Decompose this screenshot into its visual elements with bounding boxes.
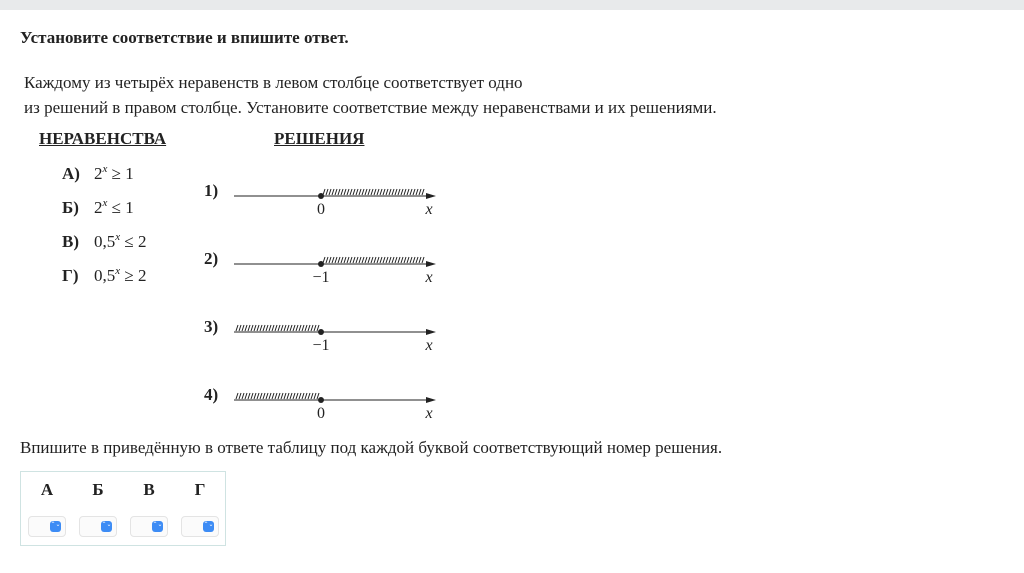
hatch-stroke	[392, 189, 394, 195]
point-label: 0	[317, 405, 325, 422]
answer-instruction: Впишите в приведённую в ответе таблицу под каждой буквой соответствующий номер решения.	[20, 438, 723, 457]
hatch-stroke	[362, 189, 364, 195]
number-line-2	[230, 250, 442, 300]
hatch-stroke	[239, 325, 241, 331]
number-line-3	[230, 318, 442, 368]
hatch-stroke	[350, 189, 352, 195]
hatch-stroke	[359, 189, 361, 195]
inequality-base: 0,5	[94, 232, 116, 251]
hatch-stroke	[296, 393, 298, 399]
hatch-stroke	[281, 393, 283, 399]
inequality-base: 2	[94, 164, 103, 183]
inequality-letter-g: Г)	[62, 266, 79, 285]
hatch-stroke	[236, 393, 238, 399]
inequality-b	[94, 198, 134, 218]
inequality-relation: ≤ 2	[120, 232, 147, 251]
hatch-stroke	[350, 257, 352, 263]
hatch-stroke	[353, 189, 355, 195]
hatch-stroke	[374, 189, 376, 195]
inequality-base: 2	[94, 198, 103, 217]
answer-header-v: В	[143, 480, 155, 499]
inequality-relation: ≥ 2	[120, 266, 147, 285]
hatch-stroke	[335, 257, 337, 263]
hatch-stroke	[344, 257, 346, 263]
hatch-stroke	[398, 257, 400, 263]
hatch-stroke	[395, 189, 397, 195]
hatch-stroke	[242, 393, 244, 399]
select-stepper-icon: ⌃⌄	[101, 521, 112, 532]
hatch-stroke	[305, 325, 307, 331]
hatch-stroke	[326, 189, 328, 195]
hatch-stroke	[308, 325, 310, 331]
inequalities-header: НЕРАВЕНСТВА	[39, 129, 167, 148]
hatch-stroke	[302, 393, 304, 399]
axis-label: x	[425, 337, 433, 354]
number-line-4	[230, 386, 442, 436]
hatch-stroke	[344, 189, 346, 195]
task-title: Установите соответствие и впишите ответ.	[20, 28, 349, 47]
hatch-stroke	[314, 393, 316, 399]
hatch-stroke	[293, 325, 295, 331]
axis-label: x	[425, 201, 433, 218]
arrow-head-icon	[426, 193, 436, 199]
inequality-base: 0,5	[94, 266, 116, 285]
hatch-stroke	[419, 189, 421, 195]
inequality-relation: ≥ 1	[107, 164, 134, 183]
intro-line-1: Каждому из четырёх неравенств в левом столбце соответствует одно	[24, 73, 523, 92]
hatch-stroke	[269, 393, 271, 399]
hatch-stroke	[341, 257, 343, 263]
hatch-stroke	[248, 393, 250, 399]
hatch-stroke	[311, 325, 313, 331]
hatch-stroke	[332, 189, 334, 195]
hatch-stroke	[395, 257, 397, 263]
answer-select-g[interactable]	[181, 516, 219, 537]
hatch-stroke	[305, 393, 307, 399]
solution-number-3: 3)	[204, 317, 219, 336]
hatch-stroke	[374, 257, 376, 263]
inequality-exponent: x	[102, 163, 108, 175]
hatch-stroke	[362, 257, 364, 263]
hatch-stroke	[368, 189, 370, 195]
hatch-stroke	[341, 189, 343, 195]
hatch-stroke	[365, 257, 367, 263]
point-dot	[318, 193, 324, 199]
hatch-stroke	[404, 257, 406, 263]
hatch-stroke	[386, 189, 388, 195]
hatch-stroke	[416, 189, 418, 195]
answer-table	[20, 471, 226, 546]
hatch-stroke	[407, 257, 409, 263]
hatch-stroke	[242, 325, 244, 331]
hatch-stroke	[347, 257, 349, 263]
hatch-stroke	[422, 189, 424, 195]
hatch-stroke	[419, 257, 421, 263]
answer-select-a[interactable]	[28, 516, 66, 537]
hatch-stroke	[380, 257, 382, 263]
hatch-stroke	[410, 257, 412, 263]
hatch-stroke	[329, 189, 331, 195]
hatch-stroke	[413, 257, 415, 263]
answer-select-v[interactable]	[130, 516, 168, 537]
number-line-1	[230, 182, 442, 232]
hatch-stroke	[287, 393, 289, 399]
hatch-stroke	[254, 393, 256, 399]
hatch-stroke	[239, 393, 241, 399]
hatch-stroke	[389, 189, 391, 195]
answer-header-b: Б	[92, 480, 104, 499]
select-stepper-icon: ⌃⌄	[152, 521, 163, 532]
hatch-stroke	[401, 257, 403, 263]
hatch-stroke	[398, 189, 400, 195]
hatch-stroke	[368, 257, 370, 263]
hatch-stroke	[338, 189, 340, 195]
hatch-stroke	[404, 189, 406, 195]
hatch-stroke	[269, 325, 271, 331]
hatch-stroke	[332, 257, 334, 263]
answer-select-b[interactable]	[79, 516, 117, 537]
inequality-g	[94, 266, 146, 286]
axis-label: x	[425, 405, 433, 422]
hatch-stroke	[383, 189, 385, 195]
inequality-a	[94, 164, 134, 184]
hatch-stroke	[251, 393, 253, 399]
hatch-stroke	[401, 189, 403, 195]
hatch-stroke	[371, 257, 373, 263]
hatch-stroke	[347, 189, 349, 195]
arrow-head-icon	[426, 329, 436, 335]
shading-hatch	[323, 257, 424, 263]
hatch-stroke	[377, 257, 379, 263]
hatch-stroke	[383, 257, 385, 263]
hatch-stroke	[284, 393, 286, 399]
solution-number-1: 1)	[204, 181, 219, 200]
hatch-stroke	[263, 325, 265, 331]
hatch-stroke	[266, 393, 268, 399]
shading-hatch	[236, 393, 319, 399]
top-bar	[0, 0, 1024, 10]
point-label: −1	[312, 337, 330, 354]
point-label: 0	[317, 201, 325, 218]
hatch-stroke	[257, 393, 259, 399]
intro-line-2: из решений в правом столбце. Установите соответствие между неравенствами и их решениями.	[24, 98, 717, 117]
hatch-stroke	[299, 325, 301, 331]
hatch-stroke	[290, 325, 292, 331]
hatch-stroke	[365, 189, 367, 195]
hatch-stroke	[263, 393, 265, 399]
hatch-stroke	[296, 325, 298, 331]
hatch-stroke	[299, 393, 301, 399]
select-stepper-icon: ⌃⌄	[50, 521, 61, 532]
point-dot	[318, 261, 324, 267]
hatch-stroke	[257, 325, 259, 331]
inequality-v	[94, 232, 146, 252]
solutions-header: РЕШЕНИЯ	[274, 129, 365, 148]
solution-number-2: 2)	[204, 249, 219, 268]
arrow-head-icon	[426, 397, 436, 403]
hatch-stroke	[392, 257, 394, 263]
point-dot	[318, 329, 324, 335]
hatch-stroke	[356, 257, 358, 263]
hatch-stroke	[302, 325, 304, 331]
hatch-stroke	[416, 257, 418, 263]
hatch-stroke	[275, 325, 277, 331]
hatch-stroke	[272, 393, 274, 399]
hatch-stroke	[245, 325, 247, 331]
arrow-head-icon	[426, 261, 436, 267]
shading-hatch	[323, 189, 424, 195]
hatch-stroke	[254, 325, 256, 331]
hatch-stroke	[422, 257, 424, 263]
inequality-exponent: x	[102, 197, 108, 209]
hatch-stroke	[248, 325, 250, 331]
inequality-letter-a: А)	[62, 164, 80, 183]
hatch-stroke	[380, 189, 382, 195]
hatch-stroke	[389, 257, 391, 263]
hatch-stroke	[386, 257, 388, 263]
hatch-stroke	[353, 257, 355, 263]
answer-header-g: Г	[194, 480, 206, 499]
hatch-stroke	[377, 189, 379, 195]
hatch-stroke	[245, 393, 247, 399]
hatch-stroke	[266, 325, 268, 331]
solution-number-4: 4)	[204, 385, 219, 404]
inequality-relation: ≤ 1	[107, 198, 134, 217]
hatch-stroke	[260, 325, 262, 331]
hatch-stroke	[371, 189, 373, 195]
hatch-stroke	[290, 393, 292, 399]
hatch-stroke	[260, 393, 262, 399]
hatch-stroke	[308, 393, 310, 399]
inequality-exponent: x	[115, 265, 121, 277]
hatch-stroke	[359, 257, 361, 263]
hatch-stroke	[410, 189, 412, 195]
hatch-stroke	[251, 325, 253, 331]
hatch-stroke	[314, 325, 316, 331]
hatch-stroke	[284, 325, 286, 331]
hatch-stroke	[278, 393, 280, 399]
hatch-stroke	[413, 189, 415, 195]
hatch-stroke	[326, 257, 328, 263]
inequality-letter-b: Б)	[62, 198, 79, 217]
point-label: −1	[312, 269, 330, 286]
shading-hatch	[236, 325, 319, 331]
hatch-stroke	[335, 189, 337, 195]
hatch-stroke	[356, 189, 358, 195]
task-intro	[24, 70, 717, 120]
hatch-stroke	[275, 393, 277, 399]
select-stepper-icon: ⌃⌄	[203, 521, 214, 532]
hatch-stroke	[329, 257, 331, 263]
point-dot	[318, 397, 324, 403]
hatch-stroke	[293, 393, 295, 399]
hatch-stroke	[407, 189, 409, 195]
inequality-letter-v: В)	[62, 232, 79, 251]
hatch-stroke	[278, 325, 280, 331]
hatch-stroke	[272, 325, 274, 331]
hatch-stroke	[236, 325, 238, 331]
inequality-exponent: x	[115, 231, 121, 243]
hatch-stroke	[338, 257, 340, 263]
hatch-stroke	[287, 325, 289, 331]
axis-label: x	[425, 269, 433, 286]
hatch-stroke	[281, 325, 283, 331]
answer-header-a: А	[40, 480, 54, 499]
hatch-stroke	[311, 393, 313, 399]
